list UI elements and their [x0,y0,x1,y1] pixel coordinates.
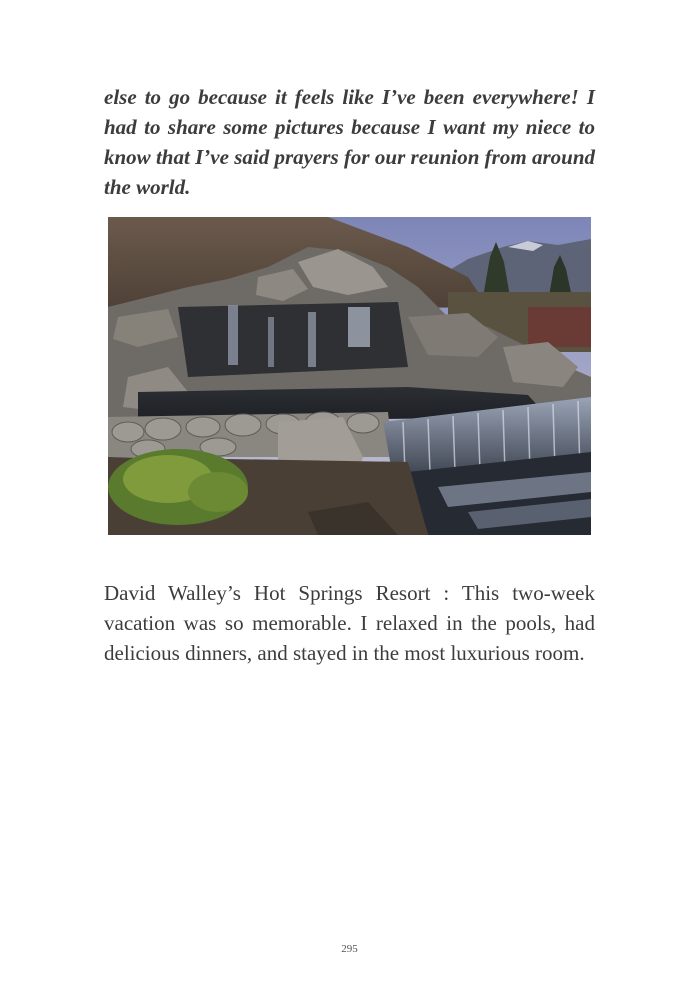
intro-paragraph: else to go because it feels like I’ve been everywhere! I had to share some pictures because I want my niece to know that I’ve said prayers for our reunion from around the world. [104,85,595,199]
page-number: 295 [341,943,358,955]
waterfall-photo [108,217,591,535]
caption-paragraph: David Walley’s Hot Springs Resort : This two-week vacation was so memorable. I relaxed in the pools, had delicious dinners, and stayed in the most luxurious room. [104,581,595,665]
